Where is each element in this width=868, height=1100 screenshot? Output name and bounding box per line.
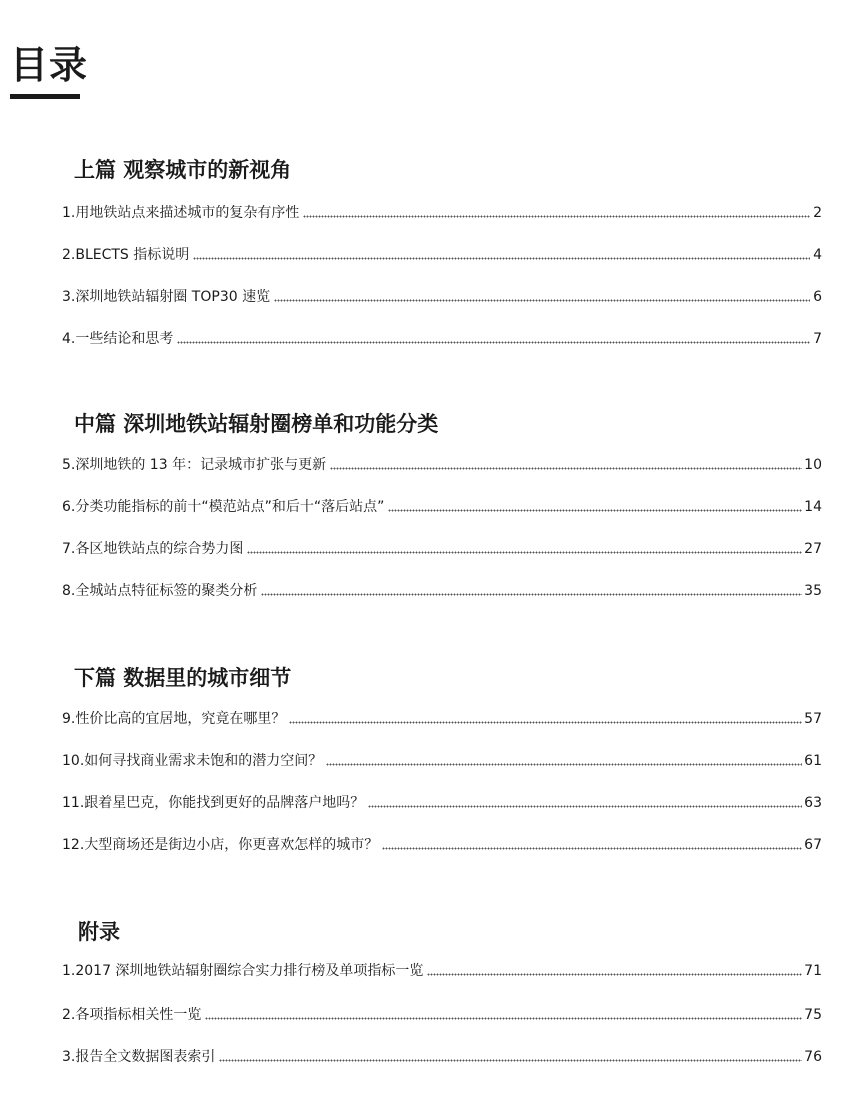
section-heading: 中篇 深圳地铁站辐射圈榜单和功能分类 — [74, 412, 439, 436]
toc-entry-label: 6.分类功能指标的前十“模范站点”和后十“落后站点” — [62, 499, 385, 515]
toc-entry-label: 12.大型商场还是街边小店，你更喜欢怎样的城市？ — [62, 837, 379, 853]
dot-leader — [368, 805, 802, 808]
toc-page-number: 7 — [813, 331, 822, 347]
toc-entry[interactable] — [62, 452, 822, 474]
toc-entry[interactable] — [62, 748, 822, 770]
dot-leader — [205, 1017, 802, 1020]
dot-leader — [261, 593, 802, 596]
toc-page-number: 10 — [804, 457, 822, 473]
toc-entry[interactable] — [62, 284, 822, 306]
page-title: 目录 — [10, 43, 89, 87]
dot-leader — [427, 973, 802, 976]
toc-entry-label: 3.深圳地铁站辐射圈 TOP30 速览 — [62, 289, 271, 305]
toc-entry[interactable] — [62, 832, 822, 854]
toc-page-number: 75 — [804, 1007, 822, 1023]
dot-leader — [330, 467, 802, 470]
dot-leader — [274, 299, 810, 302]
toc-entry[interactable] — [62, 958, 822, 980]
toc-page-number: 63 — [804, 795, 822, 811]
section-heading: 上篇 观察城市的新视角 — [74, 158, 292, 182]
toc-page-number: 67 — [804, 837, 822, 853]
toc-entry-label: 1.用地铁站点来描述城市的复杂有序性 — [62, 205, 300, 221]
section-heading: 下篇 数据里的城市细节 — [74, 666, 292, 690]
toc-page-number: 57 — [804, 711, 822, 727]
toc-entry-label: 4.一些结论和思考 — [62, 331, 174, 347]
dot-leader — [388, 509, 802, 512]
toc-page-number: 61 — [804, 753, 822, 769]
toc-entry-label: 2.各项指标相关性一览 — [62, 1007, 202, 1023]
toc-entry[interactable] — [62, 1044, 822, 1066]
dot-leader — [326, 763, 802, 766]
toc-entry[interactable] — [62, 326, 822, 348]
dot-leader — [177, 341, 810, 344]
dot-leader — [289, 721, 802, 724]
toc-entry[interactable] — [62, 536, 822, 558]
dot-leader — [193, 257, 810, 260]
toc-page-number: 4 — [813, 247, 822, 263]
toc-page-number: 76 — [804, 1049, 822, 1065]
toc-entry-label: 5.深圳地铁的 13 年：记录城市扩张与更新 — [62, 457, 327, 473]
toc-entry-label: 10.如何寻找商业需求未饱和的潜力空间？ — [62, 753, 323, 769]
toc-entry[interactable] — [62, 578, 822, 600]
dot-leader — [382, 847, 802, 850]
toc-entry-label: 8.全城站点特征标签的聚类分析 — [62, 583, 258, 599]
toc-entry[interactable] — [62, 1002, 822, 1024]
toc-page-number: 71 — [804, 963, 822, 979]
toc-entry[interactable] — [62, 494, 822, 516]
toc-page-number: 35 — [804, 583, 822, 599]
toc-entry-label: 7.各区地铁站点的综合势力图 — [62, 541, 244, 557]
toc-page-number: 27 — [804, 541, 822, 557]
toc-entry[interactable] — [62, 242, 822, 264]
toc-page-number: 14 — [804, 499, 822, 515]
section-heading: 附录 — [78, 920, 120, 944]
toc-entry-label: 3.报告全文数据图表索引 — [62, 1049, 216, 1065]
toc-entry-label: 2.BLECTS 指标说明 — [62, 247, 190, 263]
toc-entry[interactable] — [62, 200, 822, 222]
toc-page-number: 2 — [813, 205, 822, 221]
title-underline — [10, 94, 80, 99]
toc-entry[interactable] — [62, 706, 822, 728]
toc-entry[interactable] — [62, 790, 822, 812]
dot-leader — [303, 215, 810, 218]
dot-leader — [219, 1059, 802, 1062]
toc-entry-label: 9.性价比高的宜居地，究竟在哪里？ — [62, 711, 286, 727]
toc-page-number: 6 — [813, 289, 822, 305]
toc-entry-label: 11.跟着星巴克，你能找到更好的品牌落户地吗？ — [62, 795, 365, 811]
toc-entry-label: 1.2017 深圳地铁站辐射圈综合实力排行榜及单项指标一览 — [62, 963, 424, 979]
dot-leader — [247, 551, 802, 554]
